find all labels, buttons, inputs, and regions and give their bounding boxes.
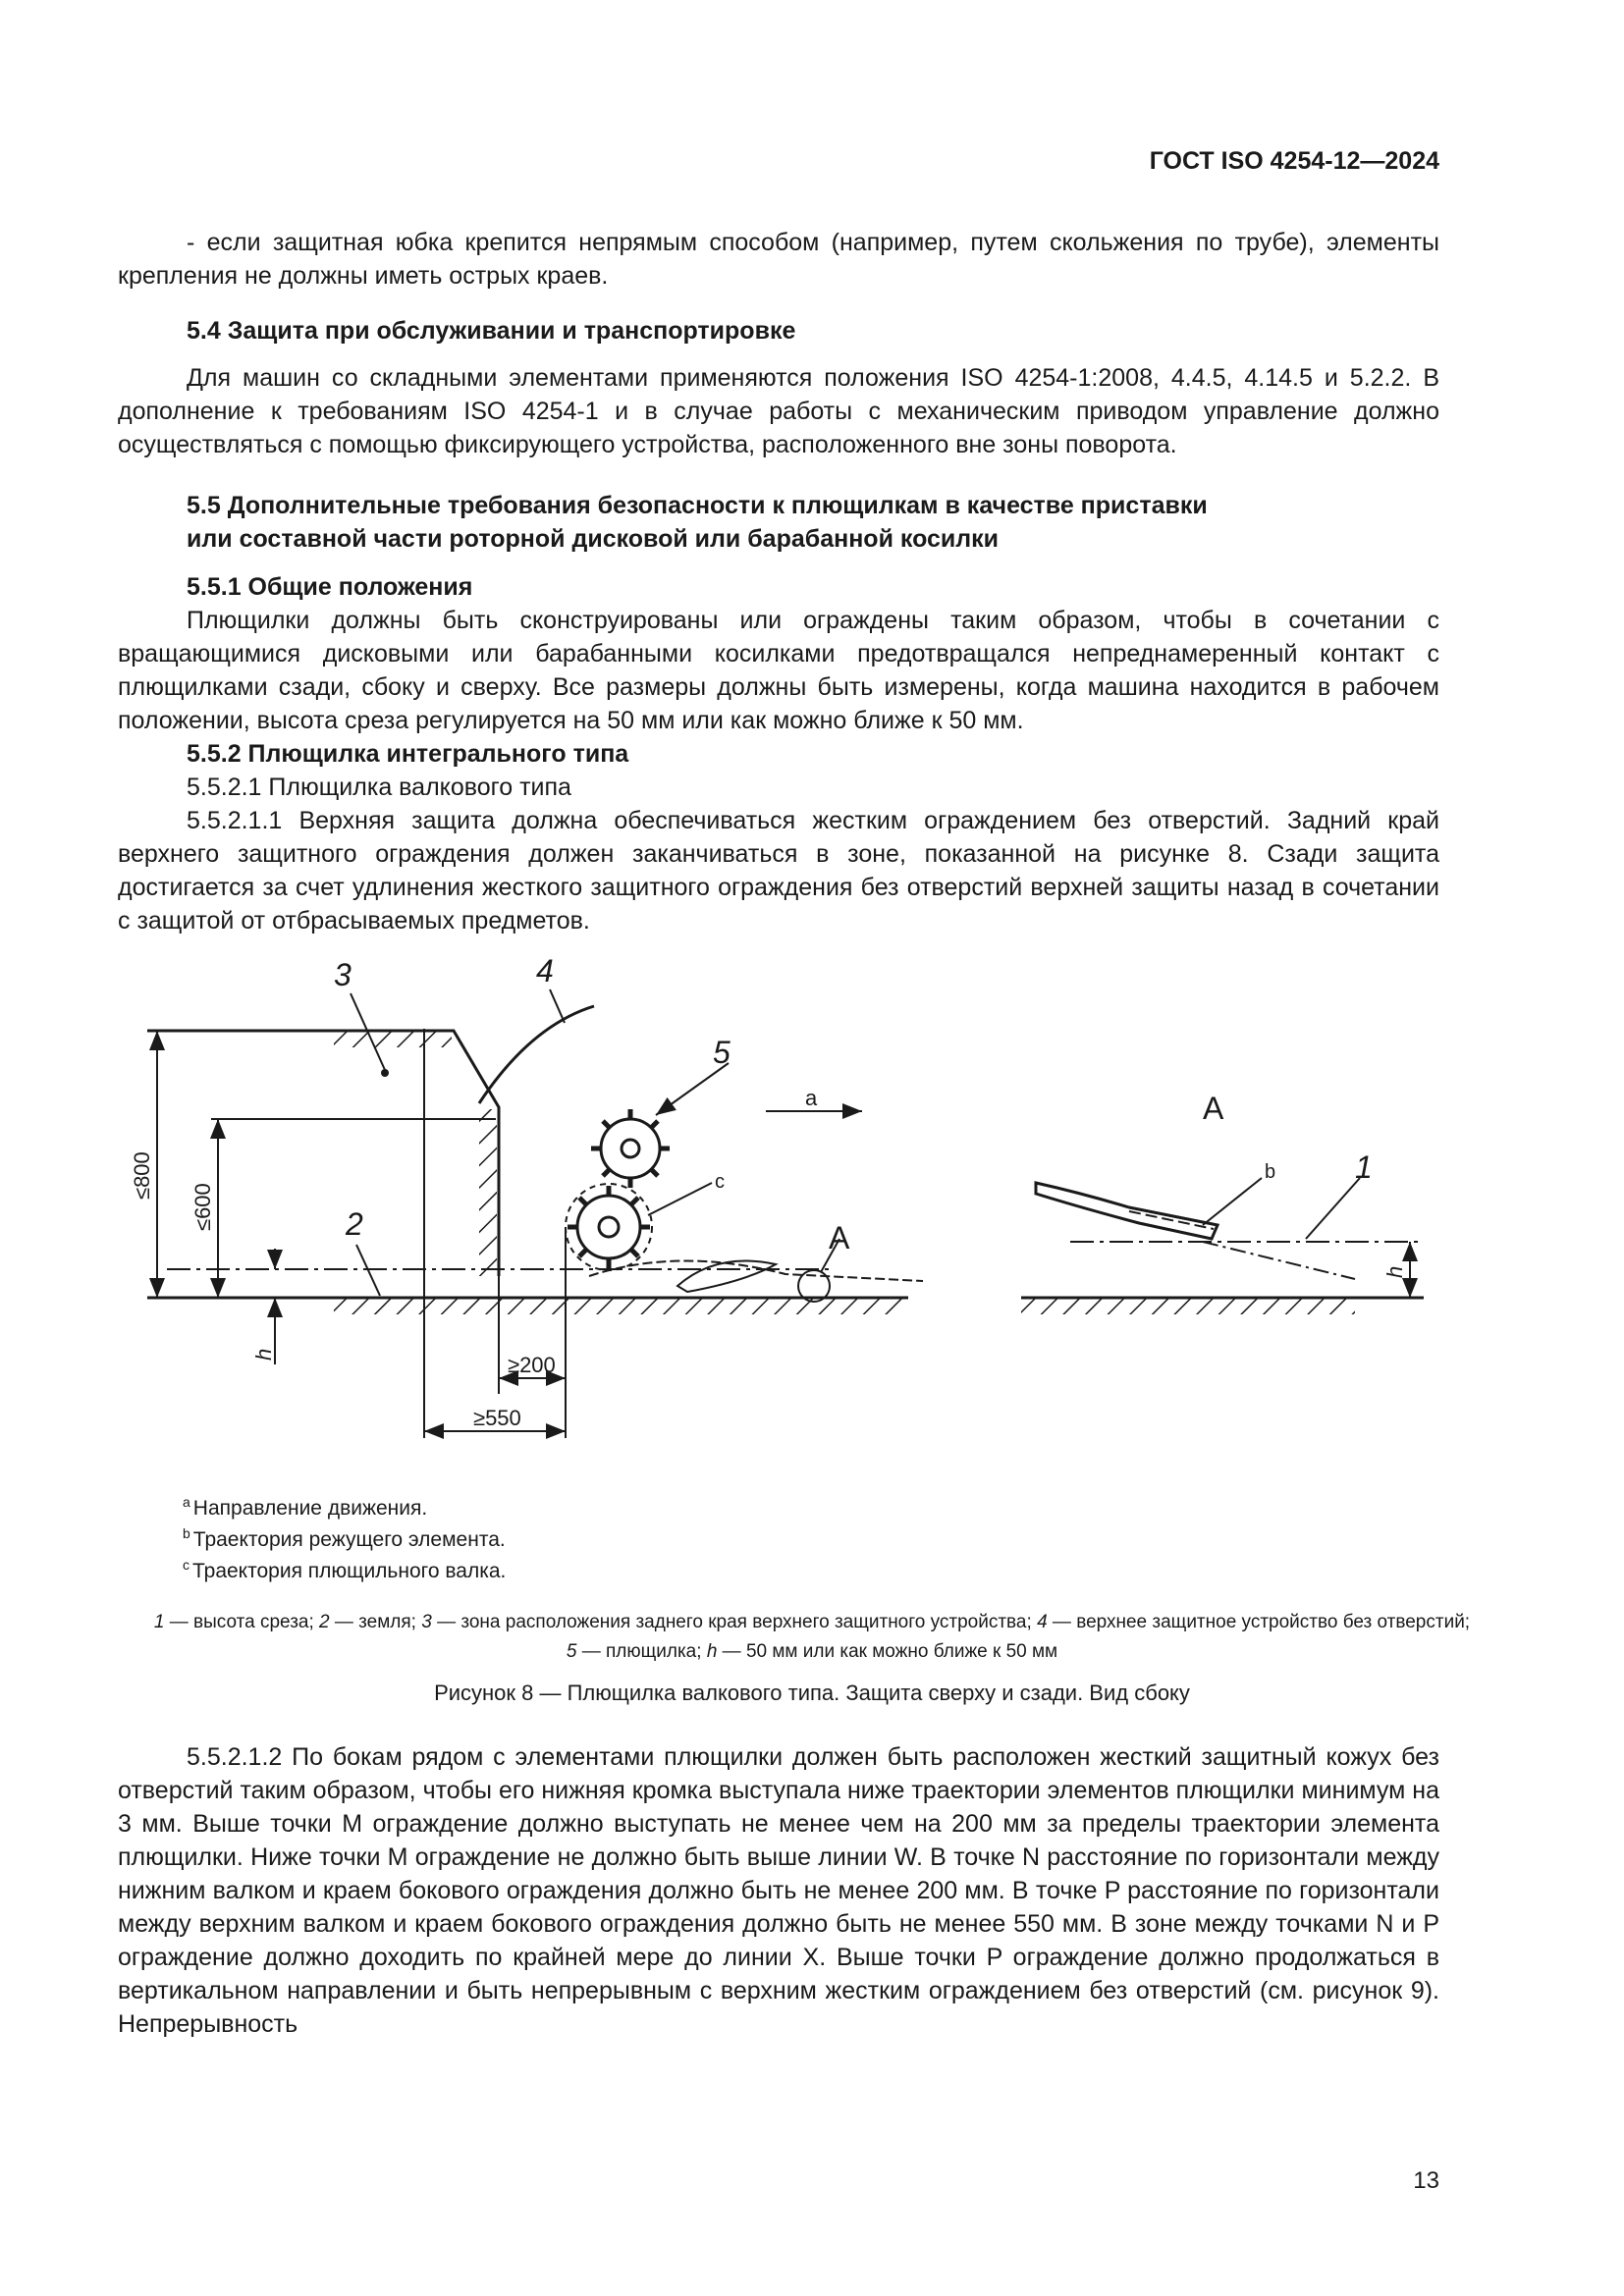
label-800: ≤800 <box>130 1151 154 1200</box>
leader-4 <box>550 989 565 1023</box>
legend-text-2: — земля; <box>329 1612 422 1632</box>
footnote-b-mark: b <box>183 1525 190 1541</box>
heading-5-5-2: 5.5.2 Плющилка интегрального типа <box>187 740 629 768</box>
footnote-a-text: Направление движения. <box>192 1497 428 1520</box>
label-b: b <box>1265 1161 1276 1183</box>
main-view <box>130 953 923 1438</box>
label-1: 1 <box>1355 1149 1373 1185</box>
footnote-c-text: Траектория плющильного валка. <box>192 1560 507 1582</box>
legend-num-5: 5 <box>566 1641 577 1662</box>
label-A-detail: A <box>1203 1091 1224 1126</box>
paragraph-5-4 <box>118 361 1439 461</box>
ground-hatch-detail <box>1021 1299 1355 1314</box>
label-600: ≤600 <box>190 1183 215 1231</box>
zone-3-outline <box>147 1031 499 1276</box>
leader-1 <box>1306 1178 1360 1239</box>
leader-5 <box>656 1063 729 1115</box>
paragraph-intro <box>118 226 1439 293</box>
paragraph-5-5-2-1-2-text: 5.5.2.1.2 По бокам рядом с элементами плющилки должен быть расположен жесткий защитный кожух без отверстий таким образом, чтобы его нижняя кромка выступала ниже траектории элементов плющилки минимум на 3 мм. Выше точки М ограждение должно выступать не менее чем на 200 мм за пределы траектории элемента плющилки. Ниже точки М ограждение не должно быть выше линии W. В точке N расстояние по горизонтали между нижним валком и краем бокового ограждения должно быть не менее 200 мм. В точке P расстояние по горизонтали между верхним валком и краем бокового ограждения должно быть не менее 550 мм. В зоне между точками N и P ограждение должно доходить по крайней мере до линии X. Выше точки P ограждение должно продолжаться в вертикальном направлении и быть непрерывным с верхним жестким ограждением без отверстий (см. рисунок 9). Непрерывность <box>118 1743 1439 2038</box>
legend-text-3: — зона расположения заднего края верхнего защитного устройства; <box>431 1612 1038 1632</box>
paragraph-5-5-1 <box>118 604 1439 737</box>
label-h-main: h <box>251 1348 276 1361</box>
footnote-a-mark: a <box>183 1494 190 1510</box>
detail-a-view <box>1021 1091 1424 1314</box>
upper-guard-arc <box>479 1006 594 1103</box>
zone-3-hatch-top <box>334 1032 452 1047</box>
label-c: c <box>715 1171 725 1193</box>
legend-num-3: 3 <box>421 1612 432 1632</box>
footnote-b-text: Траектория режущего элемента. <box>192 1528 506 1551</box>
label-4: 4 <box>536 953 554 988</box>
label-h-detail: h <box>1382 1265 1407 1278</box>
legend-num-1: 1 <box>153 1612 165 1632</box>
heading-5-5-line1: 5.5 Дополнительные требования безопасности к плющилкам в качестве приставки <box>187 492 1208 519</box>
label-200: ≥200 <box>508 1353 556 1377</box>
label-550: ≥550 <box>473 1406 521 1430</box>
document-header: ГОСТ ISO 4254-12—2024 <box>1149 147 1439 175</box>
subheading-5-5-2-1: 5.5.2.1 Плющилка валкового типа <box>187 774 571 801</box>
figure-8-drawing <box>0 942 1624 1492</box>
paragraph-5-4-text: Для машин со складными элементами применяются положения ISO 4254-1:2008, 4.4.5, 4.14.5 и 5.2.2. В дополнение к требованиям ISO 4254-1 и в случае работы с механическим приводом управление должно осуществляться с помощью фиксирующего устройства, расположенного вне зоны поворота. <box>118 364 1439 458</box>
page-number: 13 <box>1413 2167 1439 2194</box>
paragraph-5-5-1-text: Плющилки должны быть сконструированы или ограждены таким образом, чтобы в сочетании с вращающимися дисковыми или барабанными косилками предотвращался непреднамеренный контакт с плющилками сзади, сбоку и сверху. Все размеры должны быть измерены, когда машина находится в рабочем положении, высота среза регулируется на 50 мм или как можно ближе к 50 мм. <box>118 607 1439 734</box>
paragraph-5-5-2-1-1 <box>118 804 1439 937</box>
cutter-blade <box>1036 1183 1218 1239</box>
label-5: 5 <box>713 1035 731 1070</box>
label-2: 2 <box>346 1206 363 1242</box>
leader-c <box>648 1183 712 1215</box>
figure-caption: Рисунок 8 — Плющилка валкового типа. Защита сверху и сзади. Вид сбоку <box>434 1681 1190 1705</box>
figure-legend <box>147 1608 1477 1667</box>
label-3: 3 <box>334 957 352 992</box>
label-a: a <box>805 1086 818 1110</box>
legend-text-h: — 50 мм или как можно ближе к 50 мм <box>717 1641 1058 1662</box>
legend-num-2: 2 <box>319 1612 330 1632</box>
paragraph-5-5-2-1-1-text: 5.5.2.1.1 Верхняя защита должна обеспечиваться жестким ограждением без отверстий. Задний край верхнего защитного ограждения должен заканчиваться в зоне, показанной на рисунке 8. Сзади защита достигается за счет удлинения жесткого защитного ограждения без отверстий верхней защиты назад в сочетании с защитой от отбрасываемых предметов. <box>118 807 1439 934</box>
footnote-c-mark: c <box>183 1557 189 1573</box>
heading-5-5-1: 5.5.1 Общие положения <box>187 573 473 601</box>
label-A-main: A <box>829 1220 850 1255</box>
crop-sketch <box>677 1260 776 1292</box>
roller-upper <box>591 1109 670 1188</box>
legend-text-5: — плющилка; <box>576 1641 707 1662</box>
legend-text-1: — высота среза; <box>164 1612 320 1632</box>
zone-3-dot <box>381 1069 389 1077</box>
crop-flow <box>589 1260 923 1281</box>
heading-5-4: 5.4 Защита при обслуживании и транспортировке <box>187 317 796 345</box>
zone-3-hatch-side <box>479 1109 497 1276</box>
legend-num-4: 4 <box>1037 1612 1048 1632</box>
paragraph-intro-text: - если защитная юбка крепится непрямым способом (например, путем скольжения по трубе), элементы крепления не должны иметь острых краев. <box>118 229 1439 290</box>
roller-lower <box>566 1184 652 1270</box>
paragraph-5-5-2-1-2 <box>118 1740 1439 2041</box>
legend-num-h: h <box>706 1641 718 1662</box>
cutter-trajectory <box>1203 1242 1355 1279</box>
footnote-c <box>183 1549 506 1587</box>
leader-b <box>1203 1178 1262 1225</box>
heading-5-5-line2: или составной части роторной дисковой или барабанной косилки <box>187 525 1000 553</box>
legend-text-4: — верхнее защитное устройство без отверстий; <box>1047 1612 1471 1632</box>
